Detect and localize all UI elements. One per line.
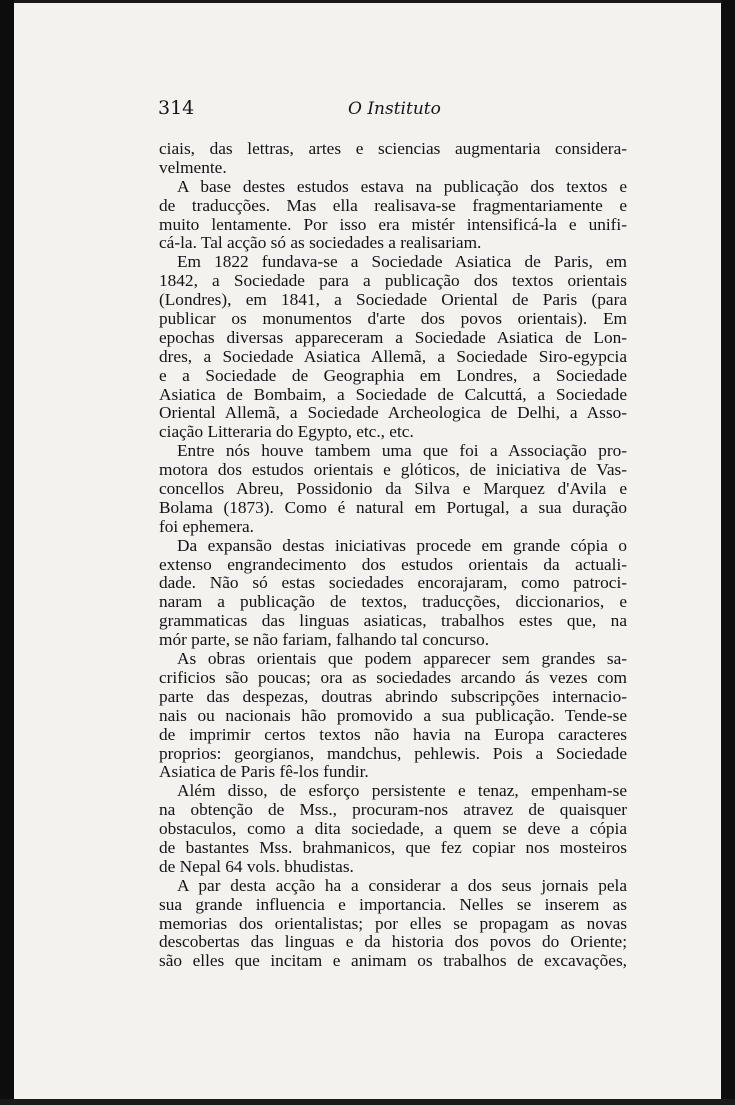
text-line: ciais, das lettras, artes e sciencias augmentaria considera-: [159, 139, 627, 158]
text-line: mór parte, se não fariam, falhando tal concurso.: [159, 630, 490, 650]
text-line: são elles que incitam e animam os trabalhos de excavações,: [159, 951, 627, 971]
text-line: epochas diversas appareceram a Sociedade Asiatica de Lon-: [159, 327, 627, 347]
page-number: 314: [158, 97, 195, 119]
text-line: muito lentamente. Por isso era mistér intensificá-la e unifi-: [159, 214, 627, 234]
text-line: concellos Abreu, Possidonio da Silva e Marquez d'Avila e: [159, 479, 627, 499]
text-line: grammaticas das linguas asiaticas, trabalhos estes que, na: [159, 611, 627, 631]
text-line: dade. Não só estas sociedades encorajaram, como patroci-: [159, 573, 627, 593]
text-line: de bastantes Mss. brahmanicos, que fez copiar nos mosteiros: [159, 837, 627, 857]
text-line: A base destes estudos estava na publicação dos textos e: [177, 176, 627, 196]
scan-border-right: [721, 0, 735, 1105]
text-line: de Nepal 64 vols. bhudistas.: [159, 856, 354, 876]
text-line: Asiatica de Bombaim, a Sociedade de Calcuttá, a Sociedade: [159, 384, 627, 404]
text-line: obstaculos, como a dita sociedade, a quem se deve a cópia: [159, 819, 627, 839]
page-header: [158, 97, 628, 123]
text-line: na obtenção de Mss., procuram-nos atravez de quaisquer: [159, 800, 627, 820]
text-line: de traducções. Mas ella realisava-se fragmentariamente e: [159, 195, 627, 215]
text-line: proprios: georgianos, mandchus, pehlewis. Pois a Sociedade: [159, 743, 627, 763]
text-line: extenso engrandecimento dos estudos orientais da actuali-: [159, 554, 627, 574]
paragraph: [159, 253, 627, 442]
text-line: parte das despezas, doutras abrindo subscripções internacio-: [159, 686, 627, 706]
text-line: naram a publicação de textos, traducções, diccionarios, e: [159, 592, 627, 612]
text-line: ciação Litteraria do Egypto, etc., etc.: [159, 422, 414, 442]
text-line: publicar os monumentos d'arte dos povos orientais). Em: [159, 309, 627, 329]
scan-border-top: [0, 0, 735, 3]
scan-border-left: [0, 0, 14, 1105]
paragraph: [159, 537, 627, 650]
text-line: Entre nós houve tambem uma que foi a Associação pro-: [177, 441, 627, 461]
text-line: Asiatica de Paris fê-los fundir.: [159, 762, 369, 782]
text-line: nais ou nacionais hão promovido a sua publicação. Tende-se: [159, 705, 627, 725]
text-line: Da expansão destas iniciativas procede em grande cópia o: [177, 535, 627, 555]
text-line: sua grande influencia e importancia. Nelles se inserem as: [159, 894, 627, 914]
text-line: velmente.: [159, 157, 227, 177]
paragraph: [159, 178, 627, 254]
running-title: O Instituto: [348, 99, 441, 119]
text-line: descobertas das linguas e da historia dos povos do Oriente;: [159, 932, 627, 952]
text-line: e a Sociedade de Geographia em Londres, a Sociedade: [159, 365, 627, 385]
text-line: foi ephemera.: [159, 516, 254, 536]
text-line: de imprimir certos textos não havia na Europa caracteres: [159, 724, 627, 744]
text-line: A par desta acção ha a considerar a dos seus jornais pela: [177, 875, 627, 895]
text-line: motora dos estudos orientais e glóticos, de iniciativa de Vas-: [159, 460, 627, 480]
paragraph: [159, 650, 627, 782]
text-line: Além disso, de esforço persistente e tenaz, empenham-se: [177, 781, 627, 801]
text-line: crificios são poucas; ora as sociedades arcando ás vezes com: [159, 667, 627, 687]
body-text: [159, 140, 627, 971]
text-line: cá-la. Tal acção só as sociedades a realisariam.: [159, 233, 482, 253]
text-line: Oriental Allemã, a Sociedade Archeologica de Delhi, a Asso-: [159, 403, 627, 423]
scan-border-bottom: [0, 1099, 735, 1105]
text-line: memorias dos orientalistas; por elles se propagam as novas: [159, 913, 627, 933]
text-line: Bolama (1873). Como é natural em Portugal, a sua duração: [159, 497, 627, 517]
paragraph: [159, 442, 627, 536]
paragraph: [159, 140, 627, 178]
text-line: 1842, a Sociedade para a publicação dos textos orientais: [159, 271, 627, 291]
text-line: dres, a Sociedade Asiatica Allemã, a Sociedade Siro-egypcia: [159, 346, 627, 366]
paragraph: [159, 877, 627, 971]
text-line: As obras orientais que podem apparecer sem grandes sa-: [177, 649, 627, 669]
text-line: (Londres), em 1841, a Sociedade Oriental de Paris (para: [159, 290, 627, 310]
text-line: Em 1822 fundava-se a Sociedade Asiatica de Paris, em: [177, 252, 627, 272]
paragraph: [159, 782, 627, 876]
